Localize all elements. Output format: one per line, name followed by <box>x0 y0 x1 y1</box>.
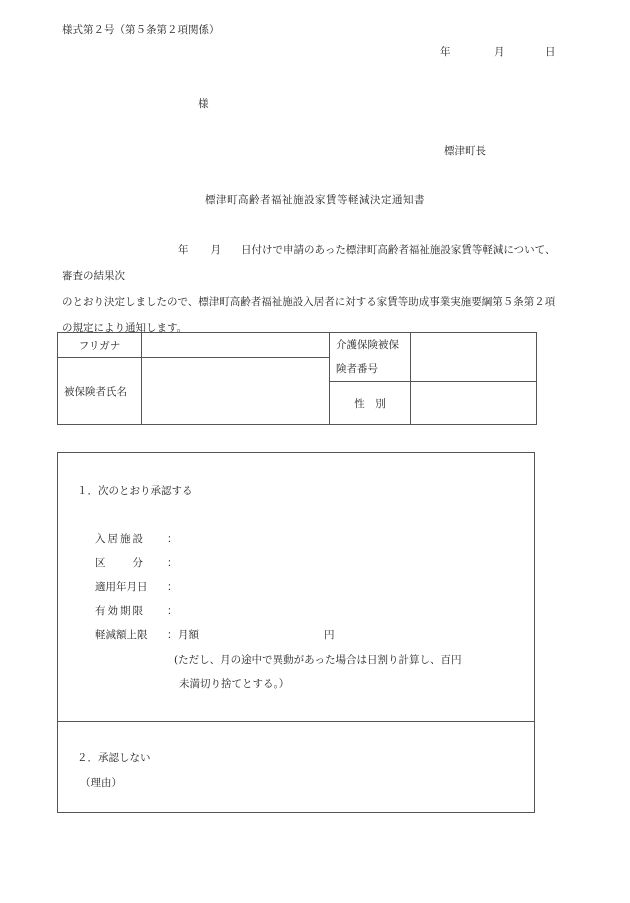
furigana-field[interactable] <box>142 333 330 358</box>
decision-box <box>57 452 535 813</box>
gender-field[interactable] <box>411 382 537 425</box>
date-year-label: 年 <box>440 46 451 58</box>
document-title: 標津町高齢者福祉施設家賃等軽減決定通知書 <box>205 194 425 206</box>
facility-label: 入居施設 <box>95 533 145 545</box>
expiry-label: 有効期限 <box>95 605 145 617</box>
approval-row-reduction-limit <box>95 627 178 642</box>
body-line-1 <box>62 237 562 289</box>
body-line-3: の規定により通知します。 <box>62 322 188 334</box>
insured-name-field[interactable] <box>142 358 330 425</box>
approval-row-category <box>95 555 178 570</box>
facility-colon: ： <box>167 533 178 545</box>
body-year-label: 年 <box>178 244 189 256</box>
monthly-amount-label: 月額 <box>178 629 199 641</box>
reduction-limit-colon: ： <box>167 629 178 641</box>
body-line-2: のとおり決定しましたので、標津町高齢者福祉施設入居者に対する家賃等助成事業実施要綱第５条第２項 <box>62 296 556 308</box>
gender-label: 性 別 <box>330 382 411 425</box>
insurance-number-field[interactable] <box>411 333 537 382</box>
furigana-label: フリガナ <box>58 333 142 358</box>
notice-body <box>62 237 562 341</box>
approval-row-expiry <box>95 603 178 618</box>
expiry-colon: ： <box>167 605 178 617</box>
category-colon: ： <box>167 557 178 569</box>
date-day-label: 日 <box>545 46 556 58</box>
start-date-label: 適用年月日 <box>95 581 148 593</box>
insurance-number-label <box>330 333 411 382</box>
issuer-name: 標津町長 <box>444 145 486 157</box>
recipient-suffix: 様 <box>198 98 209 110</box>
body-month-label: 月 <box>210 244 221 256</box>
start-date-colon: ： <box>167 581 178 593</box>
rounding-note-line-2: 未満切り捨てとする。） <box>179 678 290 690</box>
approval-row-facility <box>95 531 178 546</box>
rounding-note-line-1: (ただし、月の途中で異動があった場合は日割り計算し、百円 <box>174 654 462 666</box>
rejection-reason-label: （理由） <box>80 777 122 789</box>
approval-row-start-date <box>95 579 178 594</box>
insurance-number-label-line-1: 介護保険被保 <box>336 339 399 351</box>
insured-info-table <box>57 332 537 425</box>
yen-unit: 円 <box>324 629 335 641</box>
date-month-label: 月 <box>494 46 505 58</box>
reduction-limit-label: 軽減額上限 <box>95 629 148 641</box>
insurance-number-label-line-2: 険者番号 <box>336 363 378 375</box>
category-label: 区 分 <box>95 557 145 569</box>
section-divider <box>58 721 534 722</box>
approval-heading: １．次のとおり承認する <box>77 485 193 497</box>
body-line-1-text: 日付けで申請のあった標津町高齢者福祉施設家賃等軽減について、審査の結果次 <box>62 244 556 282</box>
rejection-heading: ２．承認しない <box>77 752 151 764</box>
insured-name-label: 被保険者氏名 <box>58 358 142 425</box>
form-number: 様式第２号（第５条第２項関係） <box>62 24 220 36</box>
